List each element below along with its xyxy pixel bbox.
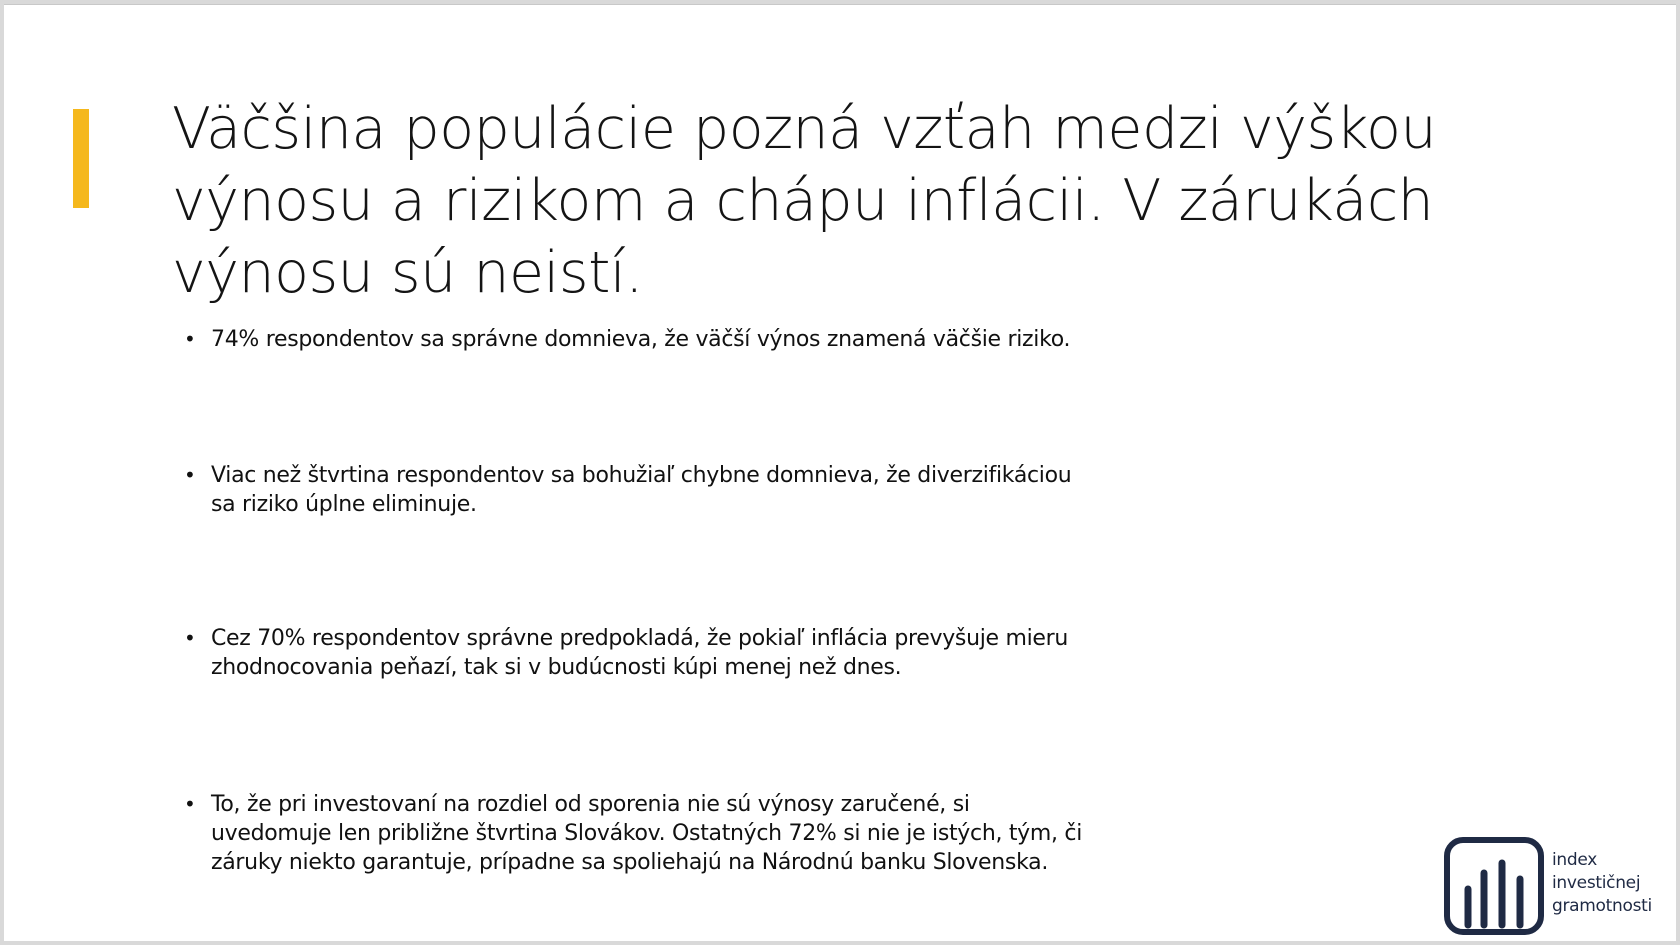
bullet-dot: • [184, 463, 196, 487]
bullet-text: To, že pri investovaní na rozdiel od sporenia nie sú výnosy zaručené, si uvedomuje len približne štvrtina Slovákov. Ostatných 72% si nie je istých, tým, či záruky niekto garantuje, prípadne sa spoliehajú na Národnú banku Slovenska. [211, 792, 1083, 875]
logo-line-2: investičnej [1552, 873, 1641, 893]
bullet-text: Cez 70% respondentov správne predpokladá, že pokiaľ inflácia prevyšuje mieru zhodnocovania peňazí, tak si v budúcnosti kúpi menej než dnes. [211, 626, 1069, 680]
bullet-item [184, 790, 1084, 877]
bullet-dot: • [184, 626, 196, 650]
bullet-item [184, 624, 1084, 682]
bullet-dot: • [184, 327, 196, 351]
logo-line-1: index [1552, 850, 1598, 870]
bullet-item [184, 461, 1084, 519]
slide [4, 4, 1676, 941]
logo-text [1552, 849, 1652, 918]
bullet-text: Viac než štvrtina respondentov sa bohužiaľ chybne domnieva, že diverzifikáciou sa riziko úplne eliminuje. [211, 463, 1072, 517]
title-accent-bar [73, 109, 89, 208]
logo [1444, 837, 1669, 937]
bullet-item [184, 325, 1084, 354]
bar-chart-icon [1444, 837, 1544, 937]
logo-line-3: gramotnosti [1552, 896, 1652, 916]
slide-title: Väčšina populácie pozná vzťah medzi výškou výnosu a rizikom a chápu inflácii. V zárukách výnosu sú neistí. [172, 96, 1437, 306]
bullet-dot: • [184, 792, 196, 816]
bullet-text: 74% respondentov sa správne domnieva, že väčší výnos znamená väčšie riziko. [211, 327, 1071, 352]
